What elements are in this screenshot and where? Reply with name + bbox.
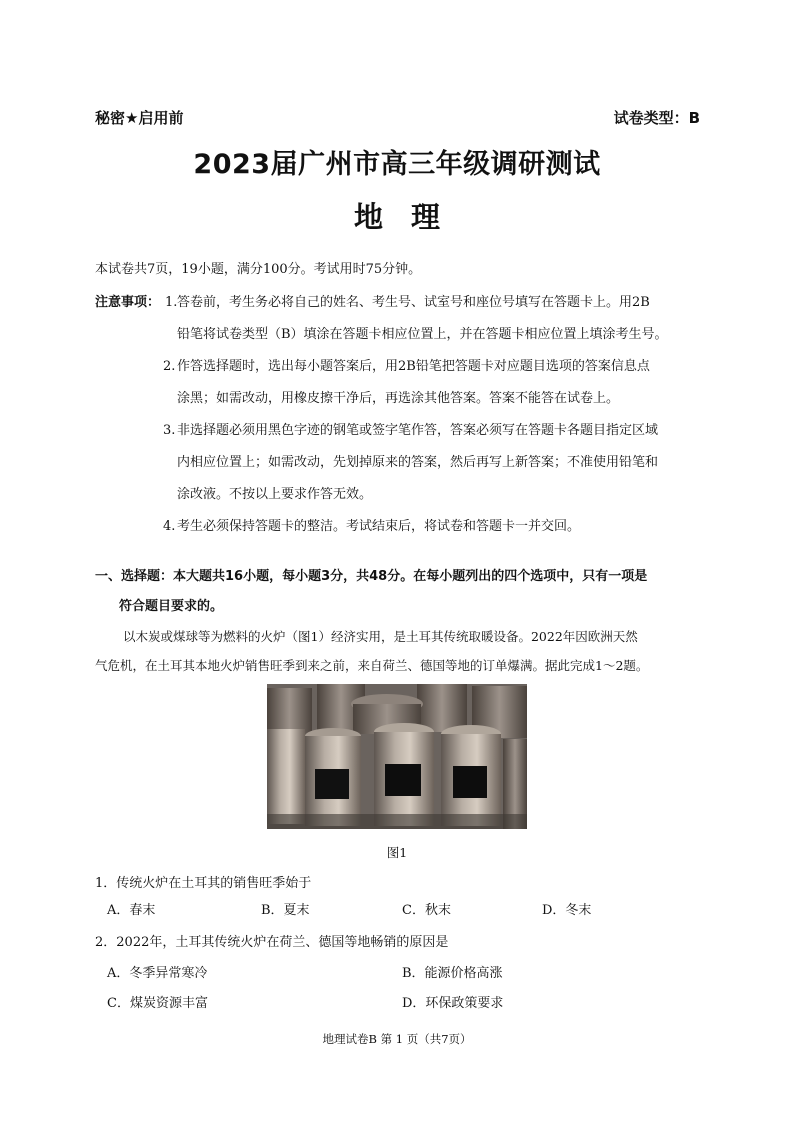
confidential-label: 秘密★启用前 bbox=[95, 108, 184, 127]
note-number: 1. bbox=[165, 295, 178, 310]
note-item-1 bbox=[95, 287, 705, 351]
header-line bbox=[95, 104, 700, 130]
paper-type-label: 试卷类型：B bbox=[613, 108, 700, 127]
note-item-4 bbox=[95, 511, 705, 543]
question-2-option-a: A．冬季异常寒冷 bbox=[107, 966, 208, 981]
page-footer: 地理试卷B 第 1 页（共7页） bbox=[322, 1032, 472, 1046]
exam-intro: 本试卷共7页，19小题，满分100分。考试用时75分钟。 bbox=[95, 262, 422, 277]
note-number: 2. bbox=[163, 359, 176, 374]
note-line: 非选择题必须用黑色字迹的钢笔或签字笔作答，答案必须写在答题卡各题目指定区域 bbox=[177, 423, 659, 438]
section-line: 一、选择题：本大题共16小题，每小题3分，共48分。在每小题列出的四个选项中，只有一项是 bbox=[95, 569, 648, 584]
question-2-option-d: D．环保政策要求 bbox=[402, 996, 504, 1011]
figure-caption: 图1 bbox=[386, 845, 408, 860]
note-line: 答卷前，考生务必将自己的姓名、考生号、试室号和座位号填写在答题卡上。用2B bbox=[177, 295, 650, 310]
question-1-option-d: D．冬末 bbox=[542, 903, 592, 918]
note-item-3 bbox=[95, 415, 705, 511]
note-line: 涂黑；如需改动，用橡皮擦干净后，再选涂其他答案。答案不能答在试卷上。 bbox=[177, 391, 620, 406]
question-1-option-b: B．夏末 bbox=[261, 903, 310, 918]
note-number: 4. bbox=[163, 519, 176, 534]
section-line: 符合题目要求的。 bbox=[119, 599, 224, 614]
note-item-2 bbox=[95, 351, 705, 415]
reading-passage bbox=[95, 622, 705, 680]
notes-heading: 注意事项： bbox=[95, 295, 161, 310]
question-1-stem: 1．传统火炉在土耳其的销售旺季始于 bbox=[95, 876, 312, 891]
notes-block bbox=[95, 287, 705, 543]
question-2-option-b: B．能源价格高涨 bbox=[402, 966, 503, 981]
question-2-stem: 2．2022年，土耳其传统火炉在荷兰、德国等地畅销的原因是 bbox=[95, 935, 449, 950]
note-line: 作答选择题时，选出每小题答案后，用2B铅笔把答题卡对应题目选项的答案信息点 bbox=[177, 359, 650, 374]
stoves-illustration bbox=[267, 684, 527, 829]
note-line: 涂改液。不按以上要求作答无效。 bbox=[177, 487, 373, 502]
section-heading bbox=[95, 562, 705, 622]
question-2-option-c: C．煤炭资源丰富 bbox=[107, 996, 208, 1011]
note-number: 3. bbox=[163, 423, 176, 438]
note-line: 考生必须保持答题卡的整洁。考试结束后，将试卷和答题卡一并交回。 bbox=[177, 519, 581, 534]
exam-title: 2023届广州市高三年级调研测试 bbox=[193, 149, 601, 180]
question-1-option-c: C．秋末 bbox=[402, 903, 451, 918]
stoves-photo bbox=[267, 684, 527, 829]
passage-line: 气危机，在土耳其本地火炉销售旺季到来之前，来自荷兰、德国等地的订单爆满。据此完成1～2题。 bbox=[95, 658, 649, 673]
note-line: 内相应位置上；如需改动，先划掉原来的答案，然后再写上新答案；不准使用铅笔和 bbox=[177, 455, 659, 470]
note-line: 铅笔将试卷类型（B）填涂在答题卡相应位置上，并在答题卡相应位置上填涂考生号。 bbox=[177, 327, 668, 342]
subject-title: 地理 bbox=[353, 200, 468, 234]
passage-line: 以木炭或煤球等为燃料的火炉（图1）经济实用，是土耳其传统取暖设备。2022年因欧洲天然 bbox=[123, 629, 638, 644]
question-1-option-a: A．春末 bbox=[107, 903, 156, 918]
